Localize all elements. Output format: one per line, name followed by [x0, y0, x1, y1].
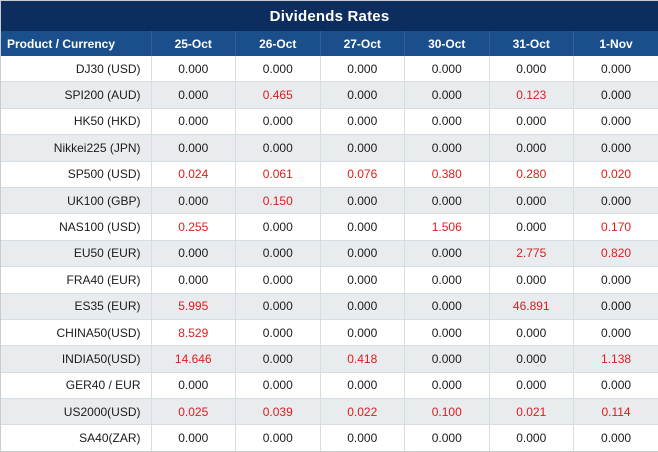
rate-cell: 0.000 [489, 135, 574, 161]
table-row [1, 56, 658, 82]
rate-cell: 0.000 [320, 214, 405, 240]
product-cell: CHINA50(USD) [1, 319, 151, 345]
rate-cell: 0.000 [405, 425, 490, 451]
rate-cell: 0.000 [320, 267, 405, 293]
rate-cell: 0.000 [574, 82, 658, 108]
rate-cell: 0.000 [489, 425, 574, 451]
rate-cell: 0.020 [574, 161, 658, 187]
rate-cell: 0.000 [405, 319, 490, 345]
rate-cell: 0.000 [489, 108, 574, 134]
page-title: Dividends Rates [1, 1, 658, 31]
rate-cell: 0.000 [405, 135, 490, 161]
rate-cell: 0.150 [236, 187, 321, 213]
table-row [1, 399, 658, 425]
column-header-date-1: 25-Oct [151, 31, 236, 56]
rate-cell: 0.123 [489, 82, 574, 108]
table-row [1, 346, 658, 372]
column-header-date-6: 1-Nov [574, 31, 658, 56]
rate-cell: 0.000 [320, 108, 405, 134]
rate-cell: 0.061 [236, 161, 321, 187]
rate-cell: 5.995 [151, 293, 236, 319]
rate-cell: 0.000 [236, 108, 321, 134]
column-header-date-5: 31-Oct [489, 31, 574, 56]
rate-cell: 0.000 [405, 187, 490, 213]
rate-cell: 0.039 [236, 399, 321, 425]
table-head [1, 1, 658, 56]
rate-cell: 0.380 [405, 161, 490, 187]
rate-cell: 0.000 [236, 56, 321, 82]
rate-cell: 0.000 [320, 372, 405, 398]
column-header-product: Product / Currency [1, 31, 151, 56]
rate-cell: 0.000 [236, 346, 321, 372]
rate-cell: 0.000 [320, 240, 405, 266]
table-row [1, 161, 658, 187]
column-header-date-2: 26-Oct [236, 31, 321, 56]
rate-cell: 0.000 [236, 293, 321, 319]
rate-cell: 2.775 [489, 240, 574, 266]
product-cell: GER40 / EUR [1, 372, 151, 398]
rate-cell: 0.000 [320, 187, 405, 213]
rate-cell: 0.000 [236, 372, 321, 398]
rate-cell: 0.000 [151, 187, 236, 213]
rate-cell: 0.000 [151, 425, 236, 451]
rate-cell: 0.000 [236, 425, 321, 451]
rate-cell: 0.000 [574, 135, 658, 161]
rate-cell: 0.000 [574, 372, 658, 398]
rate-cell: 1.138 [574, 346, 658, 372]
rate-cell: 0.076 [320, 161, 405, 187]
rate-cell: 0.000 [489, 214, 574, 240]
rate-cell: 0.465 [236, 82, 321, 108]
column-header-date-4: 30-Oct [405, 31, 490, 56]
table-row [1, 319, 658, 345]
table-row [1, 187, 658, 213]
rate-cell: 0.000 [405, 372, 490, 398]
table-row [1, 82, 658, 108]
rate-cell: 0.170 [574, 214, 658, 240]
title-row [1, 1, 658, 31]
rate-cell: 0.000 [320, 425, 405, 451]
rate-cell: 0.000 [320, 319, 405, 345]
column-header-date-3: 27-Oct [320, 31, 405, 56]
rate-cell: 0.000 [405, 293, 490, 319]
rate-cell: 0.000 [320, 82, 405, 108]
rate-cell: 0.024 [151, 161, 236, 187]
rate-cell: 0.000 [574, 108, 658, 134]
table-row [1, 135, 658, 161]
rate-cell: 0.000 [574, 187, 658, 213]
rate-cell: 0.820 [574, 240, 658, 266]
rate-cell: 0.000 [151, 56, 236, 82]
rate-cell: 0.000 [236, 319, 321, 345]
product-cell: SP500 (USD) [1, 161, 151, 187]
table-row [1, 240, 658, 266]
product-cell: UK100 (GBP) [1, 187, 151, 213]
rate-cell: 0.000 [489, 346, 574, 372]
table-row [1, 293, 658, 319]
rate-cell: 46.891 [489, 293, 574, 319]
rate-cell: 0.000 [489, 372, 574, 398]
rate-cell: 0.000 [236, 135, 321, 161]
rate-cell: 0.000 [320, 56, 405, 82]
product-cell: SPI200 (AUD) [1, 82, 151, 108]
rate-cell: 0.114 [574, 399, 658, 425]
rate-cell: 0.022 [320, 399, 405, 425]
rate-cell: 0.000 [320, 293, 405, 319]
dividends-rates-table [1, 1, 658, 451]
rate-cell: 0.255 [151, 214, 236, 240]
rate-cell: 0.000 [574, 293, 658, 319]
rate-cell: 0.000 [489, 56, 574, 82]
rate-cell: 0.000 [405, 108, 490, 134]
table-row [1, 267, 658, 293]
table-row [1, 214, 658, 240]
product-cell: DJ30 (USD) [1, 56, 151, 82]
product-cell: US2000(USD) [1, 399, 151, 425]
product-cell: FRA40 (EUR) [1, 267, 151, 293]
rate-cell: 1.506 [405, 214, 490, 240]
rate-cell: 0.000 [236, 267, 321, 293]
rate-cell: 0.000 [151, 267, 236, 293]
rate-cell: 0.000 [489, 267, 574, 293]
rate-cell: 0.100 [405, 399, 490, 425]
rate-cell: 0.418 [320, 346, 405, 372]
rate-cell: 0.021 [489, 399, 574, 425]
rate-cell: 0.280 [489, 161, 574, 187]
rate-cell: 0.000 [489, 187, 574, 213]
rate-cell: 0.000 [405, 56, 490, 82]
rate-cell: 0.000 [151, 108, 236, 134]
rate-cell: 0.000 [574, 425, 658, 451]
column-header-row [1, 31, 658, 56]
rate-cell: 0.000 [405, 240, 490, 266]
rate-cell: 0.000 [574, 319, 658, 345]
rate-cell: 0.000 [489, 319, 574, 345]
rate-cell: 0.000 [405, 346, 490, 372]
rate-cell: 0.000 [574, 267, 658, 293]
product-cell: NAS100 (USD) [1, 214, 151, 240]
table-body [1, 56, 658, 451]
rate-cell: 0.000 [151, 372, 236, 398]
rate-cell: 0.000 [405, 82, 490, 108]
table-row [1, 108, 658, 134]
product-cell: Nikkei225 (JPN) [1, 135, 151, 161]
rate-cell: 0.000 [236, 240, 321, 266]
product-cell: INDIA50(USD) [1, 346, 151, 372]
rate-cell: 0.000 [151, 240, 236, 266]
rate-cell: 14.646 [151, 346, 236, 372]
rate-cell: 0.000 [405, 267, 490, 293]
rate-cell: 0.000 [236, 214, 321, 240]
rate-cell: 0.000 [574, 56, 658, 82]
rate-cell: 0.000 [320, 135, 405, 161]
rate-cell: 0.025 [151, 399, 236, 425]
table-row [1, 372, 658, 398]
rate-cell: 0.000 [151, 135, 236, 161]
product-cell: ES35 (EUR) [1, 293, 151, 319]
product-cell: EU50 (EUR) [1, 240, 151, 266]
product-cell: SA40(ZAR) [1, 425, 151, 451]
rate-cell: 8.529 [151, 319, 236, 345]
table-row [1, 425, 658, 451]
rate-cell: 0.000 [151, 82, 236, 108]
product-cell: HK50 (HKD) [1, 108, 151, 134]
